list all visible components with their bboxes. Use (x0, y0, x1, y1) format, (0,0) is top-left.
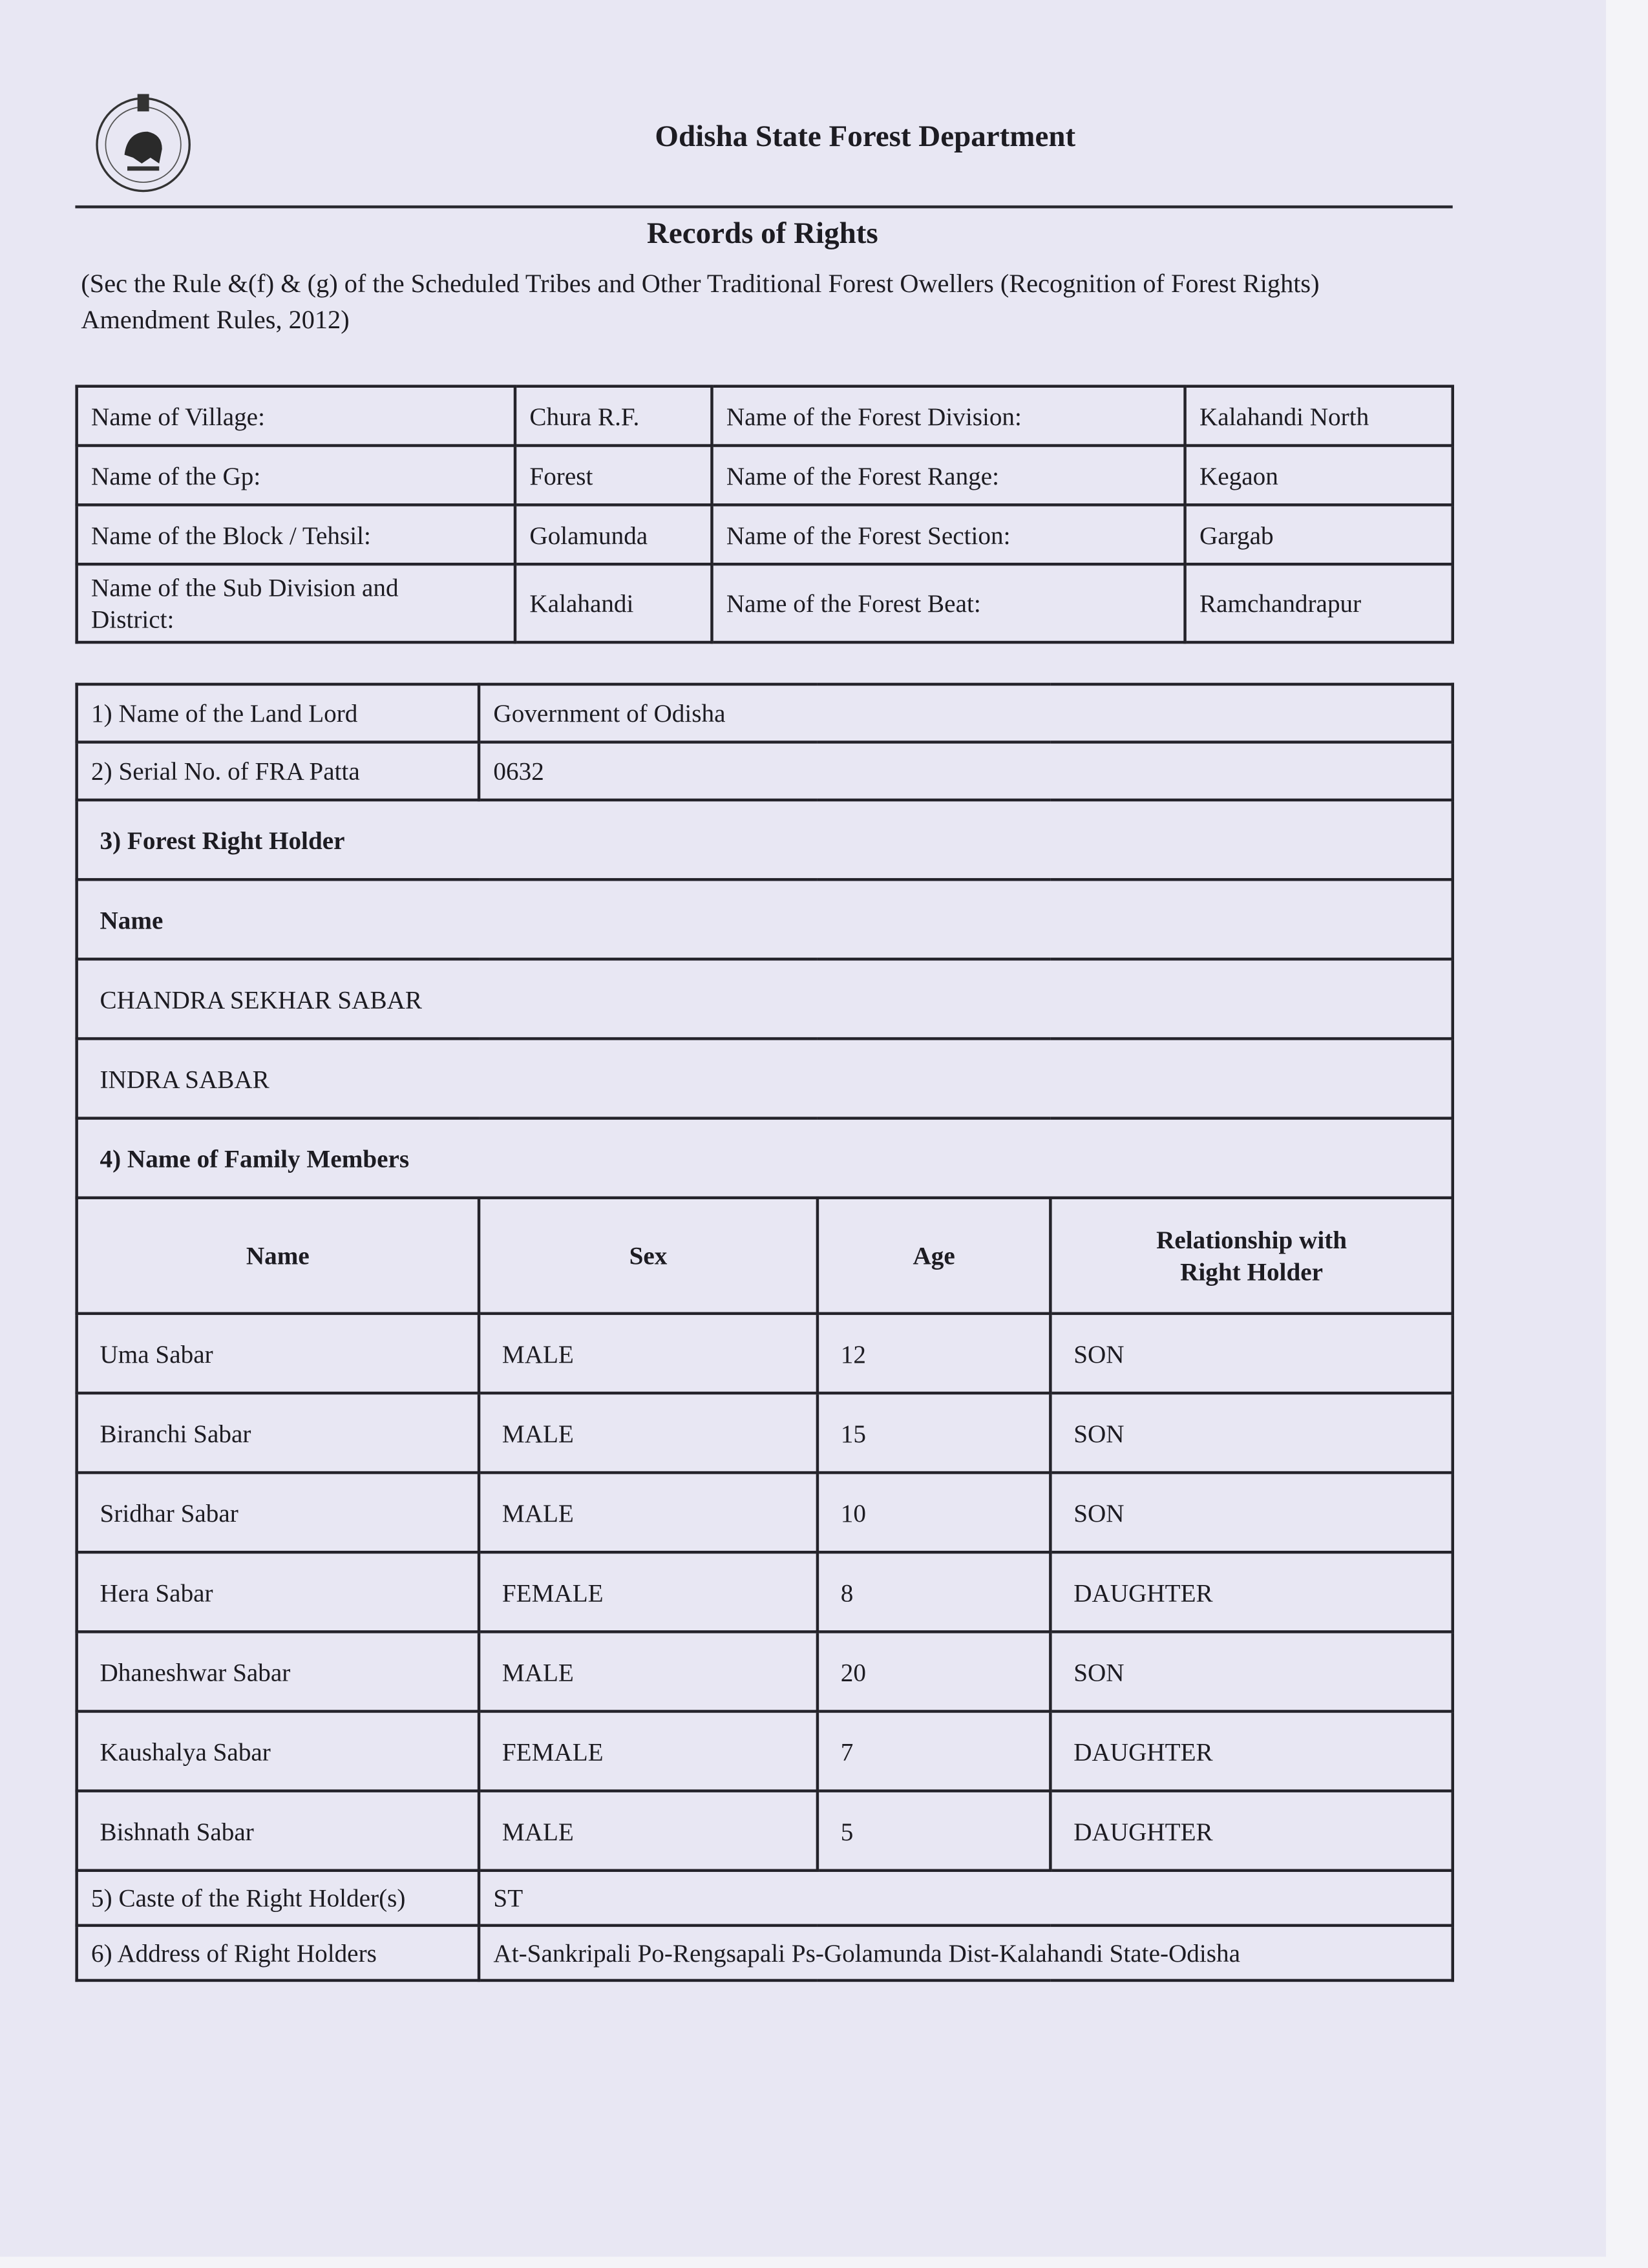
village-value: Chura R.F. (515, 386, 712, 446)
member-age: 7 (818, 1712, 1050, 1791)
member-age: 8 (818, 1552, 1050, 1632)
forest-section-label: Name of the Forest Section: (712, 505, 1185, 564)
holder-name: CHANDRA SEKHAR SABAR (77, 959, 1453, 1038)
address-value: At-Sankripali Po-Rengsapali Ps-Golamunda Dist-Kalahandi State-Odisha (479, 1926, 1453, 1980)
forest-beat-value: Ramchandrapur (1185, 564, 1453, 642)
family-heading-row (77, 1118, 1453, 1198)
landlord-row (77, 684, 1453, 742)
forest-section-value: Gargab (1185, 505, 1453, 564)
caste-value: ST (479, 1871, 1453, 1926)
member-sex: MALE (479, 1791, 818, 1871)
family-row (77, 1314, 1453, 1393)
family-header-row (77, 1198, 1453, 1314)
block-value: Golamunda (515, 505, 712, 564)
caste-row (77, 1871, 1453, 1926)
column-header-age: Age (818, 1198, 1050, 1314)
scan-edge (1606, 0, 1648, 2268)
holder-heading: 3) Forest Right Holder (77, 800, 1453, 879)
holder-name: INDRA SABAR (77, 1038, 1453, 1118)
gp-label: Name of the Gp: (77, 446, 515, 505)
member-sex: MALE (479, 1473, 818, 1552)
member-relation: SON (1050, 1393, 1452, 1473)
village-label: Name of Village: (77, 386, 515, 446)
location-row (77, 446, 1453, 505)
sub-division-label: Name of the Sub Division and District: (77, 564, 515, 642)
holder-name-heading-row (77, 879, 1453, 959)
address-label: 6) Address of Right Holders (77, 1926, 479, 1980)
location-row (77, 386, 1453, 446)
column-header-relationship: Relationship with Right Holder (1050, 1198, 1452, 1314)
sub-division-value: Kalahandi (515, 564, 712, 642)
rule-reference: (Sec the Rule &(f) & (g) of the Scheduled Tribes and Other Traditional Forest Owellers (Recognition of Forest Rights) Amendment Rules, 2012) (81, 269, 1320, 335)
forest-range-value: Kegaon (1185, 446, 1453, 505)
location-row (77, 564, 1453, 642)
member-sex: FEMALE (479, 1712, 818, 1791)
column-header-name: Name (77, 1198, 479, 1314)
member-name: Kaushalya Sabar (77, 1712, 479, 1791)
forest-beat-label: Name of the Forest Beat: (712, 564, 1185, 642)
family-row (77, 1791, 1453, 1871)
location-row (77, 505, 1453, 564)
caste-label: 5) Caste of the Right Holder(s) (77, 1871, 479, 1926)
member-name: Dhaneshwar Sabar (77, 1632, 479, 1711)
member-sex: MALE (479, 1314, 818, 1393)
landlord-label: 1) Name of the Land Lord (77, 684, 479, 742)
forest-division-value: Kalahandi North (1185, 386, 1453, 446)
member-sex: MALE (479, 1632, 818, 1711)
family-row (77, 1632, 1453, 1711)
member-relation: DAUGHTER (1050, 1552, 1452, 1632)
member-age: 15 (818, 1393, 1050, 1473)
scan-edge-bottom (0, 2257, 1648, 2268)
member-sex: MALE (479, 1393, 818, 1473)
member-relation: SON (1050, 1473, 1452, 1552)
holder-row (77, 1038, 1453, 1118)
landlord-value: Government of Odisha (479, 684, 1453, 742)
serial-label: 2) Serial No. of FRA Patta (77, 742, 479, 801)
gp-value: Forest (515, 446, 712, 505)
forest-division-label: Name of the Forest Division: (712, 386, 1185, 446)
member-name: Bishnath Sabar (77, 1791, 479, 1871)
member-name: Sridhar Sabar (77, 1473, 479, 1552)
serial-row (77, 742, 1453, 801)
holder-heading-row (77, 800, 1453, 879)
department-title: Odisha State Forest Department (655, 118, 1076, 154)
member-relation: SON (1050, 1632, 1452, 1711)
family-row (77, 1393, 1453, 1473)
holder-name-heading: Name (77, 879, 1453, 959)
document-title: Records of Rights (646, 215, 878, 251)
member-age: 5 (818, 1791, 1050, 1871)
member-age: 20 (818, 1632, 1050, 1711)
header-divider (75, 205, 1452, 208)
family-heading: 4) Name of Family Members (77, 1118, 1453, 1198)
block-label: Name of the Block / Tehsil: (77, 505, 515, 564)
rights-record-table (75, 683, 1454, 1982)
member-age: 10 (818, 1473, 1050, 1552)
family-row (77, 1712, 1453, 1791)
member-relation: SON (1050, 1314, 1452, 1393)
family-row (77, 1552, 1453, 1632)
member-relation: DAUGHTER (1050, 1791, 1452, 1871)
member-name: Biranchi Sabar (77, 1393, 479, 1473)
address-row (77, 1926, 1453, 1980)
column-header-sex: Sex (479, 1198, 818, 1314)
serial-value: 0632 (479, 742, 1453, 801)
family-row (77, 1473, 1453, 1552)
member-sex: FEMALE (479, 1552, 818, 1632)
forest-range-label: Name of the Forest Range: (712, 446, 1185, 505)
member-name: Hera Sabar (77, 1552, 479, 1632)
location-table (75, 385, 1454, 644)
member-name: Uma Sabar (77, 1314, 479, 1393)
member-age: 12 (818, 1314, 1050, 1393)
holder-row (77, 959, 1453, 1038)
member-relation: DAUGHTER (1050, 1712, 1452, 1791)
